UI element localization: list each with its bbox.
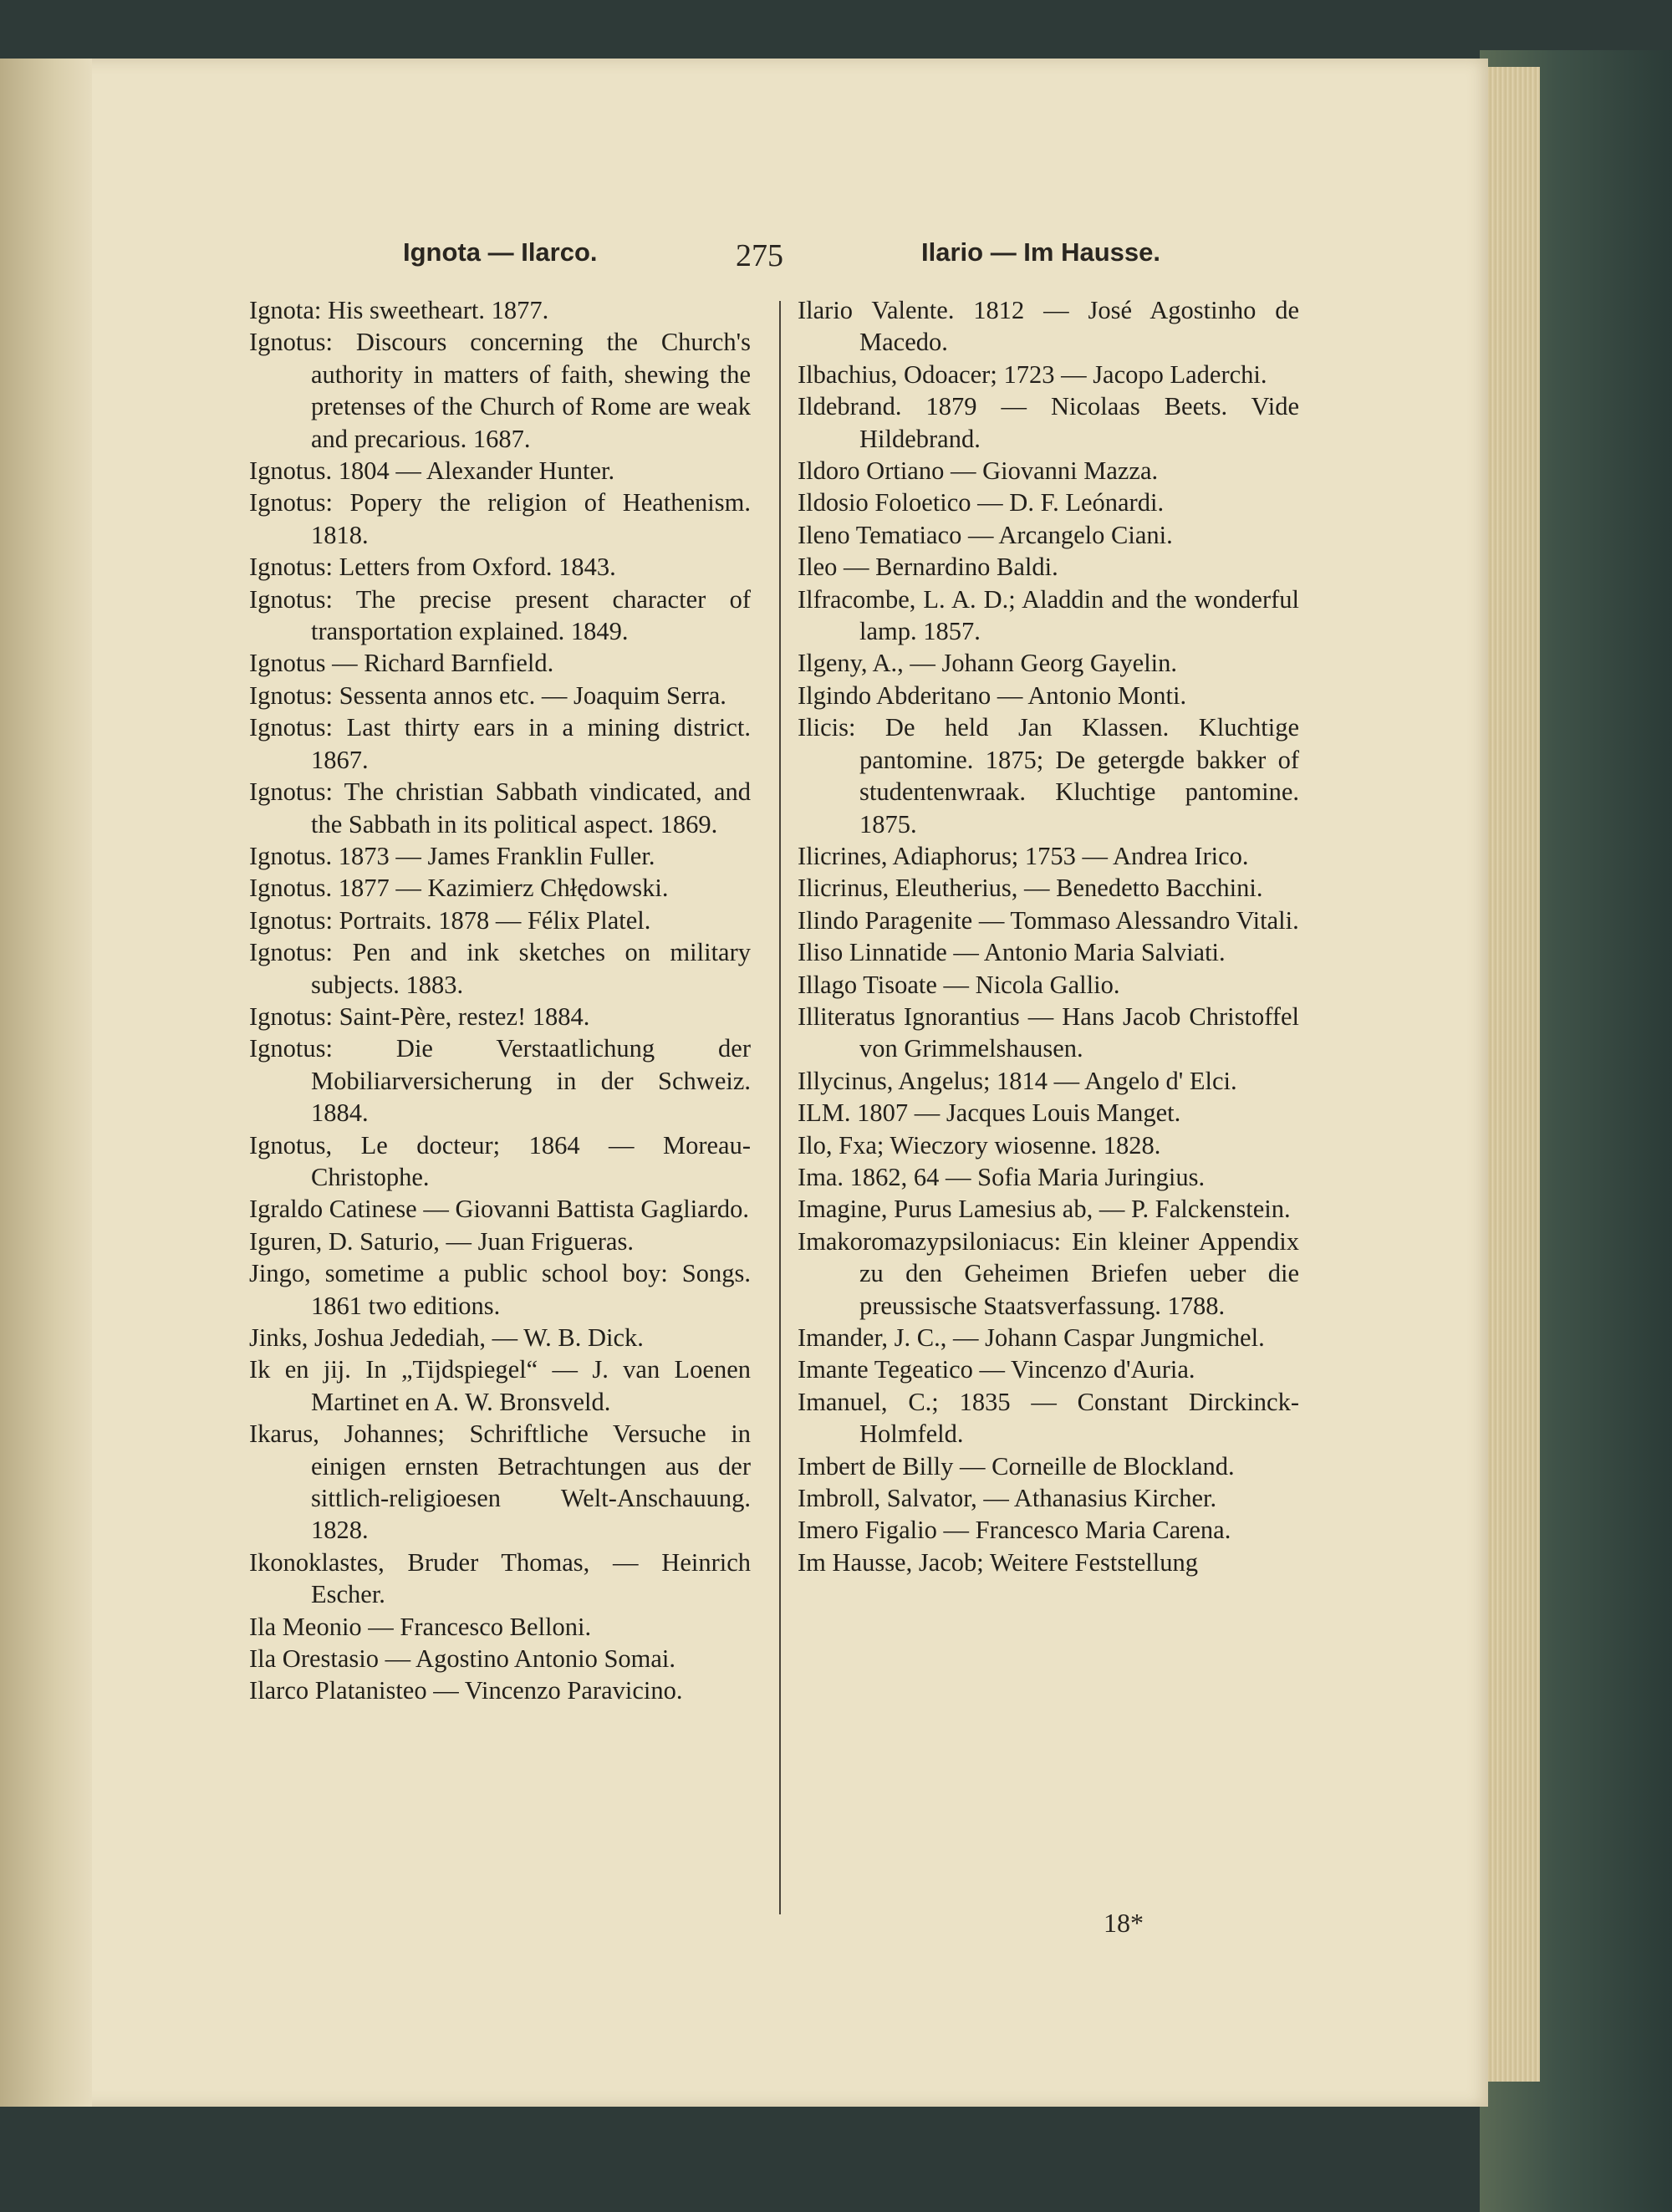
index-entry: Ikarus, Johannes; Schriftliche Versuche in einigen ernsten Betrachtungen aus der sittlich-religioesen Welt-Anschauung. 1828. <box>249 1419 751 1545</box>
index-entry: Ilicis: De held Jan Klassen. Kluchtige pantomine. 1875; De getergde bakker of studentenwraak. Kluchtige pantomine. 1875. <box>798 713 1299 838</box>
index-entry: Ileo — Bernardino Baldi. <box>798 553 1058 582</box>
right-column <box>798 294 1299 1578</box>
index-entry: Ignotus: Die Verstaatlichung der Mobiliarversicherung in der Schweiz. 1884. <box>249 1034 751 1128</box>
signature-mark: 18* <box>1104 1908 1144 1938</box>
index-entry: Ilario Valente. 1812 — José Agostinho de Macedo. <box>798 296 1299 357</box>
index-entry: Ignotus: Discours concerning the Church's authority in matters of faith, shewing the pretenses of the Church of Rome are weak and precarious. 1687. <box>249 328 751 453</box>
index-entry: Ila Meonio — Francesco Belloni. <box>249 1612 592 1641</box>
index-entry: Igraldo Catinese — Giovanni Battista Gagliardo. <box>249 1195 749 1224</box>
index-entry: Imagine, Purus Lamesius ab, — P. Falckenstein. <box>798 1195 1291 1224</box>
index-entry: Ignotus: Last thirty ears in a mining district. 1867. <box>249 713 751 774</box>
index-entry: Ik en jij. In „Tijdspiegel“ — J. van Loenen Martinet en A. W. Bronsveld. <box>249 1355 751 1416</box>
index-entry: Ignotus: Saint-Père, restez! 1884. <box>249 1002 590 1031</box>
index-entry: Jinks, Joshua Jedediah, — W. B. Dick. <box>249 1323 644 1352</box>
index-entry: Ignotus: The precise present character of transportation explained. 1849. <box>249 584 751 646</box>
index-entry: Iguren, D. Saturio, — Juan Frigueras. <box>249 1226 634 1256</box>
index-entry: Ilfracombe, L. A. D.; Aladdin and the wonderful lamp. 1857. <box>798 584 1299 646</box>
index-entry: Ilarco Platanisteo — Vincenzo Paravicino. <box>249 1676 683 1705</box>
index-entry: Ignotus: Portraits. 1878 — Félix Platel. <box>249 905 651 935</box>
index-entry: Ildebrand. 1879 — Nicolaas Beets. Vide Hildebrand. <box>798 392 1299 453</box>
index-entry: Ignotus. 1873 — James Franklin Fuller. <box>249 841 655 870</box>
index-entry: Ilgeny, A., — Johann Georg Gayelin. <box>798 649 1178 678</box>
index-entry: Ildosio Foloetico — D. F. Leónardi. <box>798 488 1165 517</box>
index-entry: Imanuel, C.; 1835 — Constant Dirckinck-Holmfeld. <box>798 1387 1299 1449</box>
index-entry: Jingo, sometime a public school boy: Songs. 1861 two editions. <box>249 1259 751 1320</box>
index-entry: Ignotus — Richard Barnfield. <box>249 649 554 678</box>
index-entry: Ignotus. 1804 — Alexander Hunter. <box>249 456 615 486</box>
page-number: 275 <box>736 238 783 273</box>
index-entry: Ignotus, Le docteur; 1864 — Moreau-Christophe. <box>249 1130 751 1191</box>
index-entry: Ilgindo Abderitano — Antonio Monti. <box>798 680 1187 710</box>
index-entry: Ilbachius, Odoacer; 1723 — Jacopo Laderchi. <box>798 359 1267 389</box>
index-entry: Imero Figalio — Francesco Maria Carena. <box>798 1516 1231 1545</box>
index-entry: Illycinus, Angelus; 1814 — Angelo d' Elci. <box>798 1066 1237 1095</box>
index-entry: Ilo, Fxa; Wieczory wiosenne. 1828. <box>798 1130 1161 1160</box>
index-entry: Ignotus: Letters from Oxford. 1843. <box>249 553 616 582</box>
index-entry: Ilicrinus, Eleutherius, — Benedetto Bacchini. <box>798 874 1263 903</box>
index-entry: Ikonoklastes, Bruder Thomas, — Heinrich Escher. <box>249 1547 751 1609</box>
index-entry: Im Hausse, Jacob; Weitere Feststellung <box>798 1547 1198 1577</box>
index-entry: Ignotus: The christian Sabbath vindicated, and the Sabbath in its political aspect. 1869. <box>249 777 751 838</box>
index-entry: Ignota: His sweetheart. 1877. <box>249 296 549 324</box>
running-head-right: Ilario — Im Hausse. <box>921 237 1160 267</box>
index-entry: Imbroll, Salvator, — Athanasius Kircher. <box>798 1484 1217 1513</box>
running-head-left: Ignota — Ilarco. <box>403 237 598 267</box>
index-entry: Ildoro Ortiano — Giovanni Mazza. <box>798 456 1159 486</box>
index-entry: Ignotus: Pen and ink sketches on military subjects. 1883. <box>249 938 751 999</box>
left-column <box>249 294 751 1707</box>
index-entry: ILM. 1807 — Jacques Louis Manget. <box>798 1098 1181 1128</box>
index-entry: Ignotus: Popery the religion of Heathenism. 1818. <box>249 488 751 549</box>
index-entry: Imante Tegeatico — Vincenzo d'Auria. <box>798 1355 1195 1384</box>
column-rule <box>779 301 781 1914</box>
index-entry: Ignotus. 1877 — Kazimierz Chłędowski. <box>249 874 669 903</box>
index-entry: Ima. 1862, 64 — Sofia Maria Juringius. <box>798 1162 1206 1191</box>
index-entry: Ignotus: Sessenta annos etc. — Joaquim Serra. <box>249 680 726 710</box>
index-entry: Imakoromazypsiloniacus: Ein kleiner Appendix zu den Geheimen Briefen ueber die preussische Staatsverfassung. 1788. <box>798 1226 1299 1320</box>
index-entry: Imander, J. C., — Johann Caspar Jungmichel. <box>798 1323 1265 1352</box>
index-entry: Ila Orestasio — Agostino Antonio Somai. <box>249 1644 676 1674</box>
index-entry: Illiteratus Ignorantius — Hans Jacob Christoffel von Grimmelshausen. <box>798 1002 1299 1063</box>
index-entry: Ilicrines, Adiaphorus; 1753 — Andrea Irico. <box>798 841 1249 870</box>
index-entry: Illago Tisoate — Nicola Gallio. <box>798 970 1120 999</box>
index-entry: Ilindo Paragenite — Tommaso Alessandro Vitali. <box>798 905 1299 935</box>
index-entry: Imbert de Billy — Corneille de Blockland. <box>798 1451 1235 1481</box>
index-entry: Iliso Linnatide — Antonio Maria Salviati. <box>798 938 1226 967</box>
gutter-shadow <box>0 59 92 2107</box>
index-entry: Ileno Tematiaco — Arcangelo Ciani. <box>798 520 1173 549</box>
